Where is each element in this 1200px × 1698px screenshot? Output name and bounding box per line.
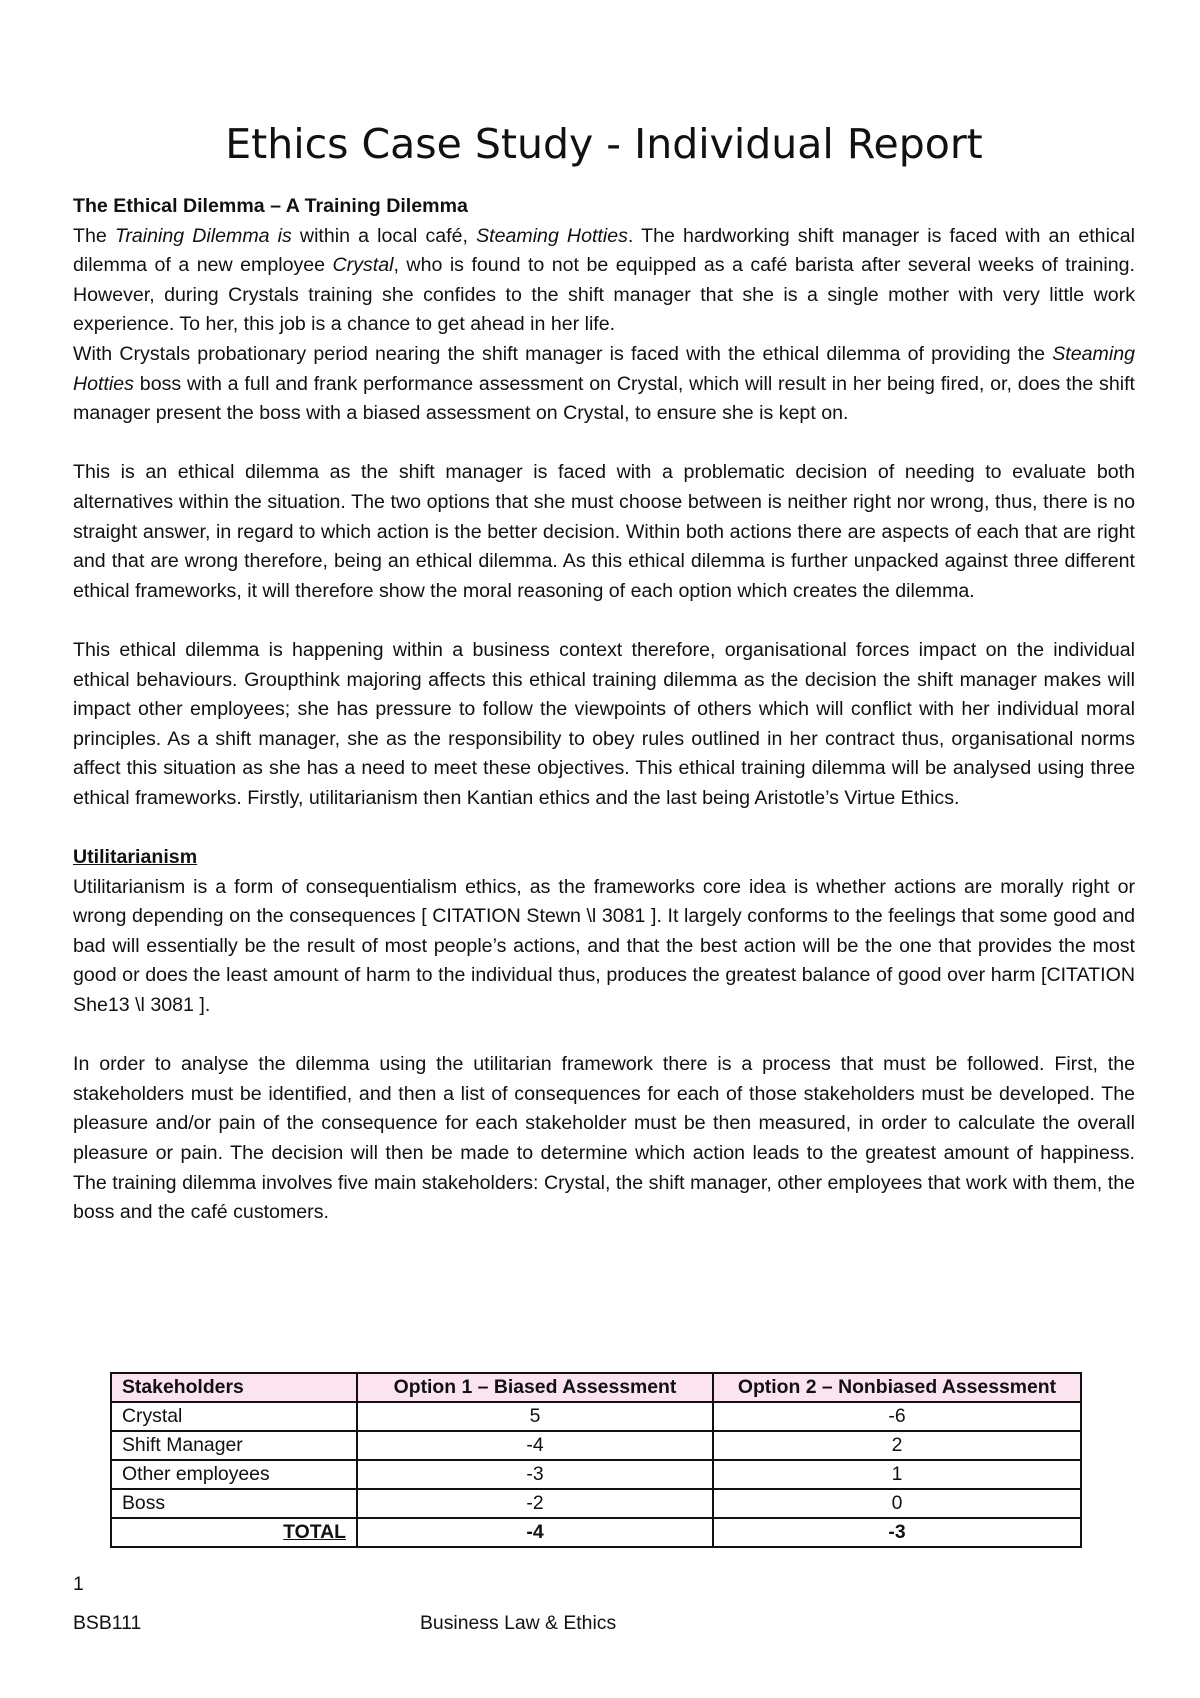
table-header: Stakeholders: [111, 1373, 357, 1402]
table-header-row: [111, 1373, 1081, 1402]
paragraph-utilitarianism-definition: Utilitarianism is a form of consequentialism ethics, as the frameworks core idea is whether actions are morally right or wrong depending on the consequences [ CITATION Stewn \l 3081 ]. It largely conforms to the feelings that some good and bad will essentially be the result of most people’s actions, and that the best action will be the one that provides the most good or does the least amount of harm to the individual thus, produces the greatest balance of good over harm [CITATION She13 \l 3081 ].: [73, 875, 1135, 1017]
page-number: 1: [73, 1573, 84, 1595]
table-total-option2: -3: [713, 1518, 1081, 1547]
table-total-label: TOTAL: [111, 1518, 357, 1547]
section-heading-dilemma: The Ethical Dilemma – A Training Dilemma: [73, 195, 468, 217]
table-row: [111, 1489, 1081, 1518]
section-heading-utilitarianism: Utilitarianism: [73, 846, 198, 869]
table-cell: -2: [357, 1489, 713, 1518]
table-cell: 1: [713, 1460, 1081, 1489]
table-header: Option 1 – Biased Assessment: [357, 1373, 713, 1402]
table-row: [111, 1402, 1081, 1431]
table-cell: Other employees: [111, 1460, 357, 1489]
table-cell: 2: [713, 1431, 1081, 1460]
paragraph-dilemma-options: With Crystals probationary period nearing the shift manager is faced with the ethical dilemma of providing the Steaming Hotties boss with a full and frank performance assessment on Crystal, which will result in her being fired, or, does the shift manager present the boss with a biased assessment on Crystal, to ensure she is kept on.: [73, 342, 1135, 425]
paragraph-utilitarian-process: In order to analyse the dilemma using the utilitarian framework there is a process that must be followed. First, the stakeholders must be identified, and then a list of consequences for each of those stakeholders must be developed. The pleasure and/or pain of the consequence for each stakeholder must be then measured, in order to calculate the overall pleasure or pain. The decision will then be made to determine which action leads to the greatest amount of happiness. The training dilemma involves five main stakeholders: Crystal, the shift manager, other employees that work with them, the boss and the café customers.: [73, 1053, 1135, 1224]
paragraph-business-context: This ethical dilemma is happening within a business context therefore, organisational forces impact on the individual ethical behaviours. Groupthink majoring affects this ethical training dilemma as the decision the shift manager makes will impact other employees; she has pressure to follow the viewpoints of others which will conflict with her individual moral principles. As a shift manager, she as the responsibility to obey rules outlined in her contract thus, organisational norms affect this situation as she has a need to meet these objectives. This ethical training dilemma will be analysed using three ethical frameworks. Firstly, utilitarianism then Kantian ethics and the last being Aristotle’s Virtue Ethics.: [73, 638, 1135, 809]
document-title: Ethics Case Study - Individual Report: [225, 120, 983, 168]
table-cell: -6: [713, 1402, 1081, 1431]
table-cell: Shift Manager: [111, 1431, 357, 1460]
table-cell: Boss: [111, 1489, 357, 1518]
table-cell: -4: [357, 1431, 713, 1460]
table-row: [111, 1431, 1081, 1460]
paragraph-why-dilemma: This is an ethical dilemma as the shift manager is faced with a problematic decision of needing to evaluate both alternatives within the situation. The two options that she must choose between is neither right nor wrong, thus, there is no straight answer, in regard to which action is the better decision. Within both actions there are aspects of each that are right and that are wrong therefore, being an ethical dilemma. As this ethical dilemma is further unpacked against three different ethical frameworks, it will therefore show the moral reasoning of each option which creates the dilemma.: [73, 461, 1135, 602]
table-row: [111, 1460, 1081, 1489]
footer-course-name: Business Law & Ethics: [420, 1612, 617, 1634]
document-body: [73, 192, 1135, 1228]
table-header: Option 2 – Nonbiased Assessment: [713, 1373, 1081, 1402]
stakeholder-table: [110, 1372, 1082, 1548]
table-cell: 0: [713, 1489, 1081, 1518]
document-page: [73, 120, 1135, 1228]
table-cell: 5: [357, 1402, 713, 1431]
table-cell: -3: [357, 1460, 713, 1489]
paragraph-dilemma-intro: The Training Dilemma is within a local café, Steaming Hotties. The hardworking shift manager is faced with an ethical dilemma of a new employee Crystal, who is found to not be equipped as a café barista after several weeks of training. However, during Crystals training she confides to the shift manager that she is a single mother with very little work experience. To her, this job is a chance to get ahead in her life.: [73, 224, 1135, 336]
table-total-row: [111, 1518, 1081, 1547]
table-cell: Crystal: [111, 1402, 357, 1431]
table-total-option1: -4: [357, 1518, 713, 1547]
footer-course-code: BSB111: [73, 1612, 142, 1634]
